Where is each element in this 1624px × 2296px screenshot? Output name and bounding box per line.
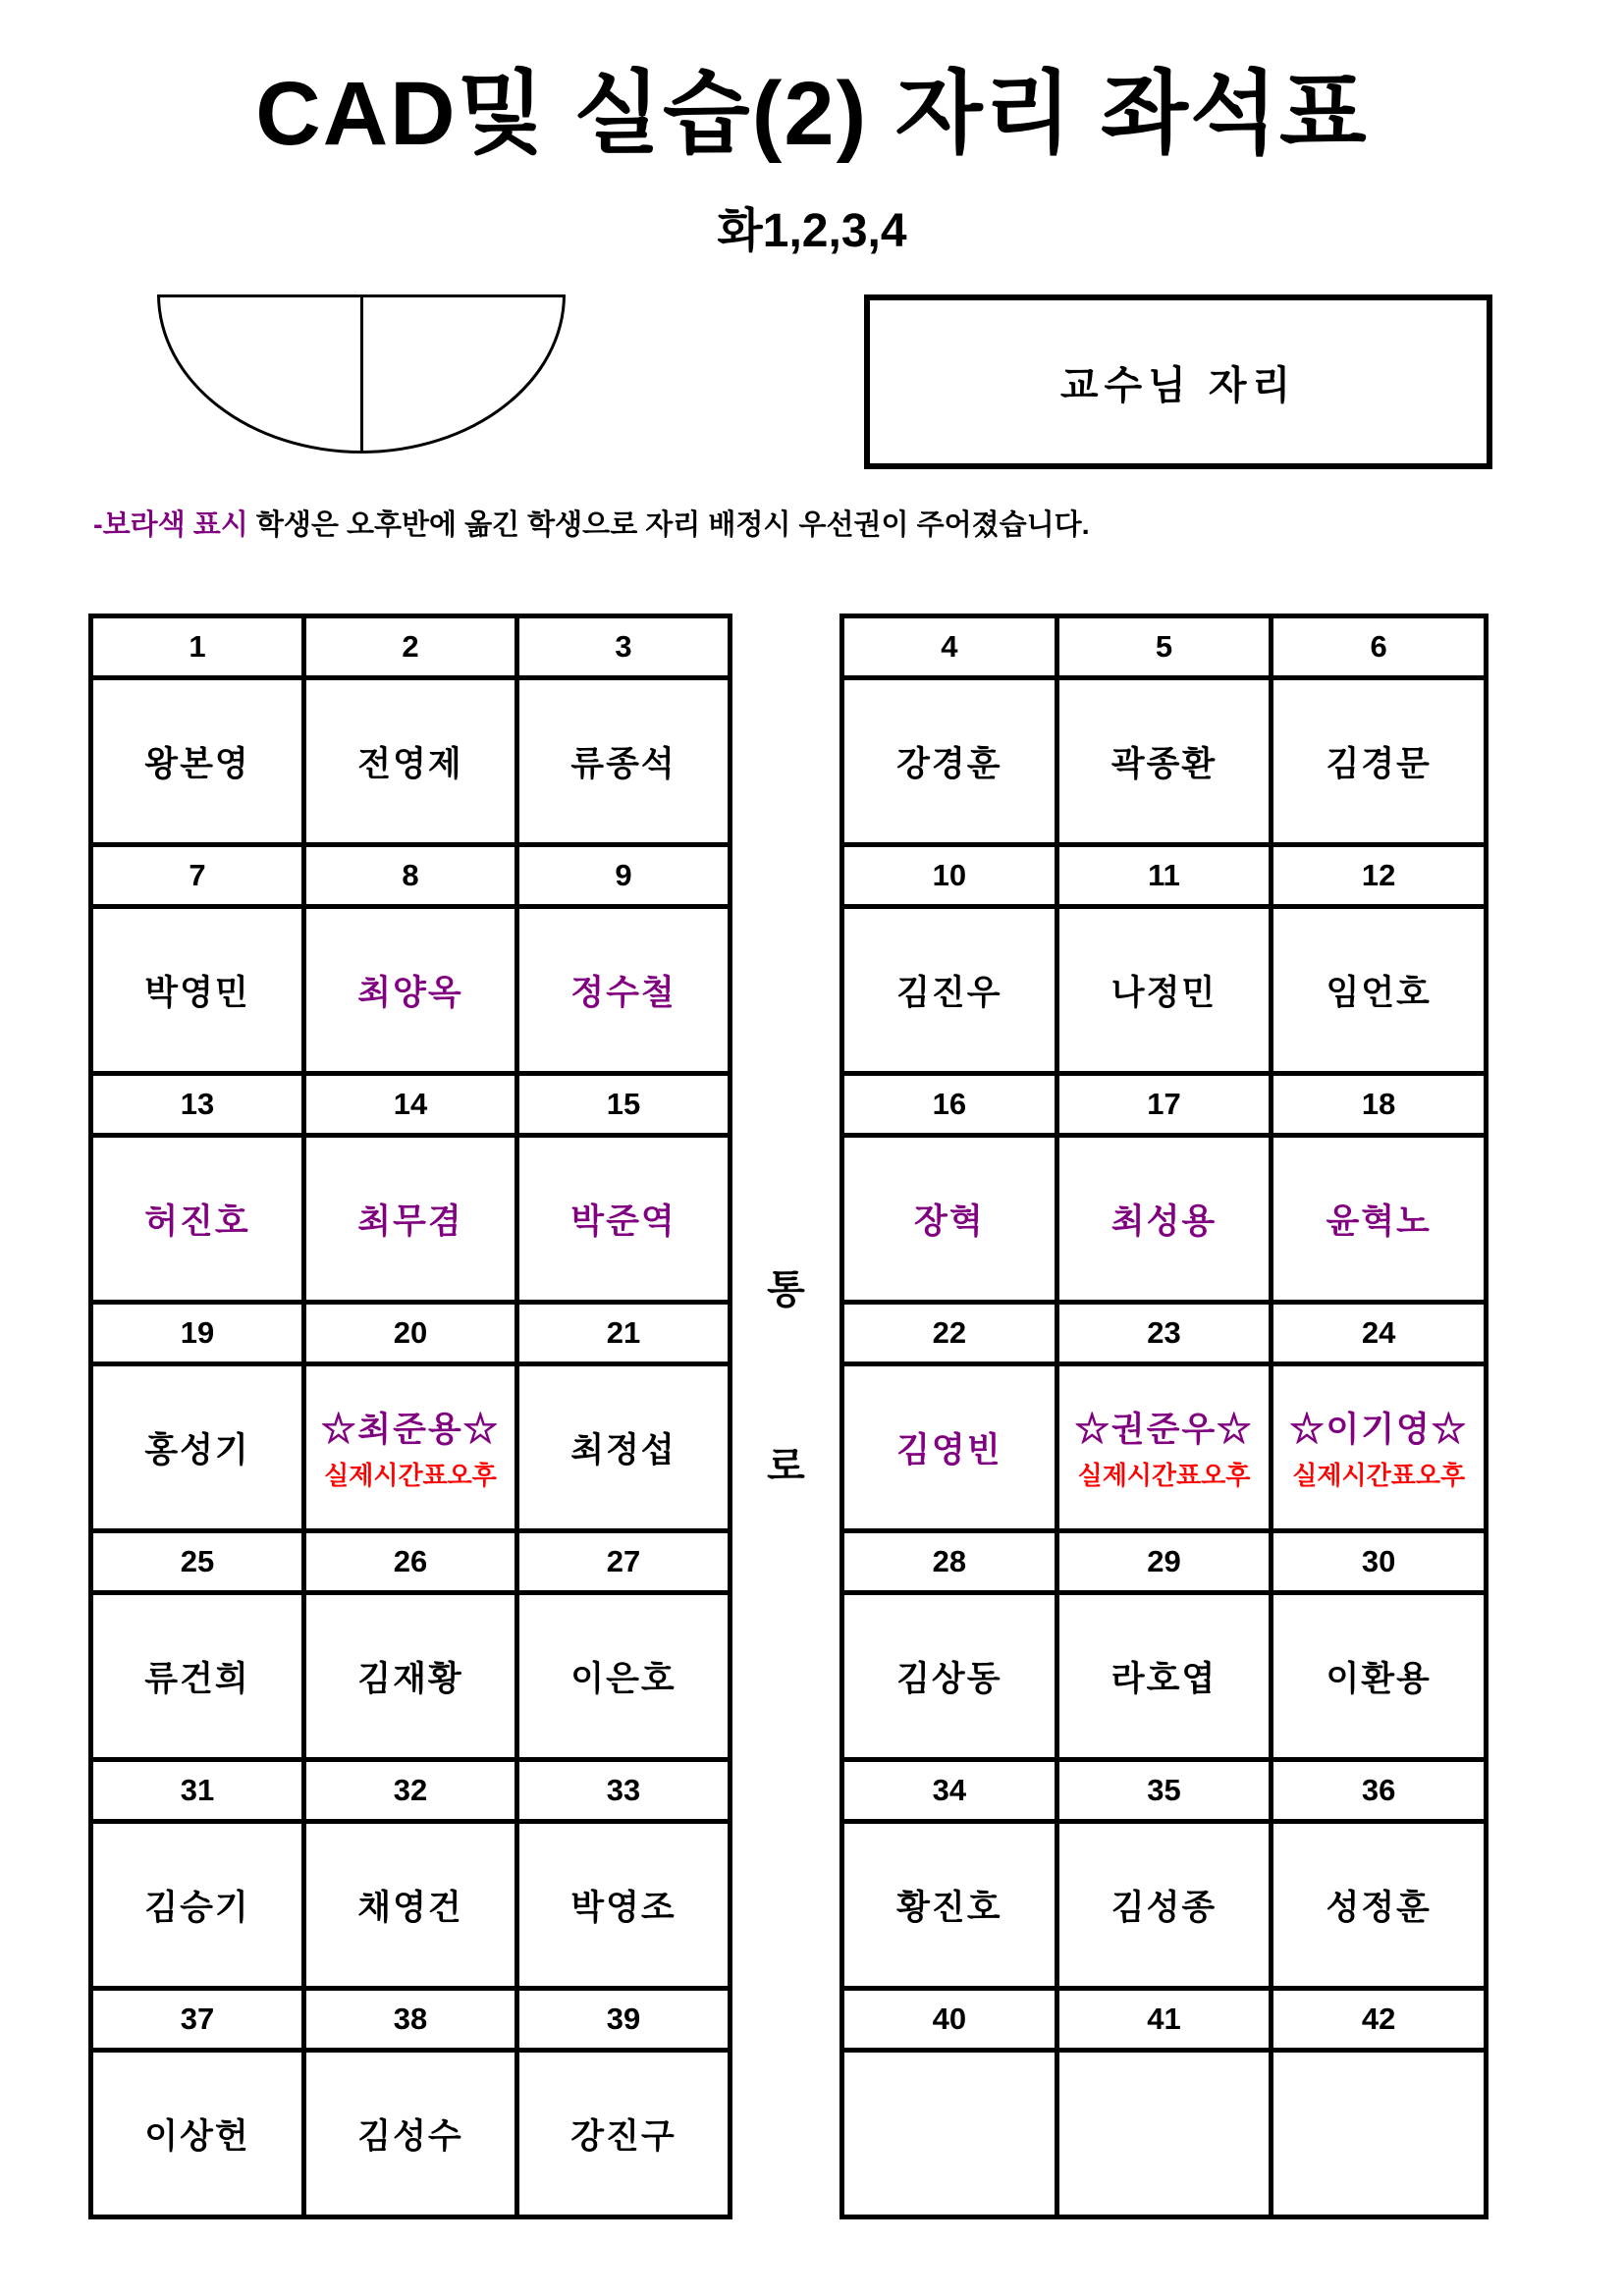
seat-name-row bbox=[91, 907, 731, 1074]
seat-cell bbox=[91, 2051, 304, 2217]
seat-cell bbox=[1056, 1136, 1272, 1303]
lectern-shape bbox=[157, 294, 566, 454]
seat-cell bbox=[517, 1364, 731, 1531]
student-name: 박영조 bbox=[570, 1888, 677, 1927]
seat-number-row bbox=[842, 1303, 1487, 1364]
student-name: 김영빈 bbox=[896, 1430, 1002, 1469]
student-name: 윤혁노 bbox=[1326, 1201, 1432, 1241]
seat-name-row bbox=[91, 1364, 731, 1531]
seat-cell bbox=[842, 1136, 1057, 1303]
student-name: 이환용 bbox=[1326, 1659, 1432, 1698]
seat-name-row bbox=[842, 1364, 1487, 1531]
professor-seat-label: 교수님 자리 bbox=[1059, 363, 1297, 407]
seat-name-row bbox=[842, 907, 1487, 1074]
seat-number-cell: 39 bbox=[517, 1989, 731, 2051]
seat-cell bbox=[1272, 678, 1487, 845]
seat-number-row bbox=[842, 1074, 1487, 1136]
seat-number-row bbox=[91, 1303, 731, 1364]
seat-sub-label: 실제시간표오후 bbox=[1077, 1461, 1251, 1490]
student-name: 전영제 bbox=[357, 744, 463, 783]
seat-cell bbox=[304, 1593, 517, 1760]
seat-cell bbox=[1056, 678, 1272, 845]
seat-cell bbox=[1272, 1364, 1487, 1531]
seat-number-cell: 15 bbox=[517, 1074, 731, 1136]
seat-number-row bbox=[91, 1074, 731, 1136]
seat-cell bbox=[304, 2051, 517, 2217]
seat-cell bbox=[842, 678, 1057, 845]
student-name: 홍성기 bbox=[144, 1430, 250, 1469]
seat-number-row bbox=[842, 616, 1487, 678]
seat-number-cell: 20 bbox=[304, 1303, 517, 1364]
seat-cell bbox=[1272, 1822, 1487, 1989]
page-subtitle: 화1,2,3,4 bbox=[717, 205, 907, 257]
seat-number-cell: 13 bbox=[91, 1074, 304, 1136]
seat-name-row bbox=[842, 2051, 1487, 2217]
student-name: 김성수 bbox=[357, 2116, 463, 2156]
seat-cell bbox=[304, 907, 517, 1074]
seat-number-cell: 29 bbox=[1056, 1531, 1272, 1593]
seat-number-cell: 33 bbox=[517, 1760, 731, 1822]
seat-number-cell: 19 bbox=[91, 1303, 304, 1364]
seat-name-row bbox=[91, 1593, 731, 1760]
seat-number-cell: 14 bbox=[304, 1074, 517, 1136]
seat-sub-label: 실제시간표오후 bbox=[324, 1461, 497, 1490]
seat-number-cell: 11 bbox=[1056, 845, 1272, 907]
seat-cell bbox=[91, 1364, 304, 1531]
note-body: 학생은 오후반에 옮긴 학생으로 자리 배정시 우선권이 주어졌습니다. bbox=[247, 509, 1090, 541]
seat-number-cell: 38 bbox=[304, 1989, 517, 2051]
seat-cell bbox=[91, 678, 304, 845]
seat-number-row bbox=[91, 1531, 731, 1593]
seat-cell bbox=[1272, 1593, 1487, 1760]
student-name: 정수철 bbox=[570, 973, 677, 1012]
student-name: 강진구 bbox=[570, 2116, 677, 2156]
student-name: 최성용 bbox=[1110, 1201, 1218, 1241]
seat-number-cell: 12 bbox=[1272, 845, 1487, 907]
seat-number-row bbox=[91, 1760, 731, 1822]
seat-number-cell: 4 bbox=[842, 616, 1057, 678]
seat-cell bbox=[91, 1136, 304, 1303]
aisle-label-top: 통 bbox=[767, 1268, 805, 1311]
seat-sub-label: 실제시간표오후 bbox=[1292, 1461, 1466, 1490]
seat-number-row bbox=[91, 845, 731, 907]
seat-number-cell: 9 bbox=[517, 845, 731, 907]
seat-number-cell: 37 bbox=[91, 1989, 304, 2051]
student-name: 채영건 bbox=[357, 1888, 463, 1927]
seat-name-row bbox=[91, 678, 731, 845]
student-name: 왕본영 bbox=[144, 744, 250, 783]
seat-name-row bbox=[91, 2051, 731, 2217]
seat-number-cell: 36 bbox=[1272, 1760, 1487, 1822]
seat-number-cell: 7 bbox=[91, 845, 304, 907]
seat-number-cell: 1 bbox=[91, 616, 304, 678]
seat-number-cell: 16 bbox=[842, 1074, 1057, 1136]
seat-cell bbox=[842, 907, 1057, 1074]
seat-name-row bbox=[842, 1593, 1487, 1760]
priority-note bbox=[93, 503, 1090, 543]
student-name: 류건희 bbox=[144, 1659, 250, 1698]
seat-number-cell: 41 bbox=[1056, 1989, 1272, 2051]
seat-number-cell: 34 bbox=[842, 1760, 1057, 1822]
student-name: 김재황 bbox=[357, 1659, 463, 1698]
seat-number-cell: 24 bbox=[1272, 1303, 1487, 1364]
student-name: 나정민 bbox=[1110, 973, 1218, 1012]
student-name: 이은호 bbox=[570, 1659, 677, 1698]
student-name: 박준역 bbox=[570, 1201, 677, 1241]
seat-cell bbox=[304, 1364, 517, 1531]
student-name: ☆최준용☆ bbox=[321, 1411, 500, 1449]
student-name: 라호엽 bbox=[1110, 1659, 1218, 1698]
page-title: CAD및 실습(2) 자리 좌석표 bbox=[255, 64, 1369, 164]
seat-number-cell: 31 bbox=[91, 1760, 304, 1822]
seat-cell bbox=[842, 1593, 1057, 1760]
student-name: ☆이기영☆ bbox=[1289, 1411, 1468, 1449]
seat-number-cell: 17 bbox=[1056, 1074, 1272, 1136]
seat-number-row bbox=[91, 1989, 731, 2051]
student-name: 성정훈 bbox=[1326, 1888, 1432, 1927]
student-name: 류종석 bbox=[570, 744, 677, 783]
seat-cell bbox=[517, 1136, 731, 1303]
seat-cell bbox=[842, 1822, 1057, 1989]
lectern-divider-line bbox=[360, 297, 363, 451]
seat-name-row bbox=[842, 1136, 1487, 1303]
student-name: 곽종환 bbox=[1110, 744, 1218, 783]
seat-number-cell: 3 bbox=[517, 616, 731, 678]
professor-seat-box bbox=[864, 294, 1492, 469]
student-name: 김진우 bbox=[896, 973, 1002, 1012]
seat-table-right-block bbox=[839, 614, 1489, 2219]
seat-number-cell: 26 bbox=[304, 1531, 517, 1593]
seat-name-row bbox=[842, 678, 1487, 845]
seat-number-cell: 40 bbox=[842, 1989, 1057, 2051]
student-name: 김승기 bbox=[144, 1888, 250, 1927]
student-name: 강경훈 bbox=[896, 744, 1002, 783]
seat-cell bbox=[517, 1822, 731, 1989]
seat-number-cell: 18 bbox=[1272, 1074, 1487, 1136]
seat-number-row bbox=[91, 616, 731, 678]
student-name: 허진호 bbox=[144, 1201, 250, 1241]
student-name: 김상동 bbox=[896, 1659, 1002, 1698]
seat-number-cell: 22 bbox=[842, 1303, 1057, 1364]
student-name: 박영민 bbox=[144, 973, 250, 1012]
aisle-label-bottom: 로 bbox=[767, 1445, 805, 1488]
seat-cell bbox=[91, 1822, 304, 1989]
seat-cell bbox=[304, 1136, 517, 1303]
seat-name-row bbox=[91, 1136, 731, 1303]
seat-number-cell: 21 bbox=[517, 1303, 731, 1364]
seat-cell bbox=[1272, 907, 1487, 1074]
seat-cell bbox=[91, 1593, 304, 1760]
student-name: ☆권준우☆ bbox=[1074, 1411, 1254, 1449]
seat-name-row bbox=[91, 1822, 731, 1989]
seat-number-row bbox=[842, 1531, 1487, 1593]
seat-number-cell: 2 bbox=[304, 616, 517, 678]
seat-number-cell: 27 bbox=[517, 1531, 731, 1593]
seat-number-cell: 30 bbox=[1272, 1531, 1487, 1593]
seat-number-row bbox=[842, 1989, 1487, 2051]
seat-cell bbox=[842, 2051, 1057, 2217]
seat-cell bbox=[517, 678, 731, 845]
seat-cell bbox=[304, 1822, 517, 1989]
student-name: 황진호 bbox=[896, 1888, 1002, 1927]
seat-cell bbox=[1056, 1593, 1272, 1760]
student-name: 이상헌 bbox=[144, 2116, 250, 2156]
seat-cell bbox=[1056, 2051, 1272, 2217]
student-name: 최정섭 bbox=[570, 1430, 677, 1469]
seat-number-row bbox=[842, 845, 1487, 907]
seat-number-cell: 32 bbox=[304, 1760, 517, 1822]
seat-cell bbox=[517, 1593, 731, 1760]
seat-number-cell: 5 bbox=[1056, 616, 1272, 678]
student-name: 임언호 bbox=[1326, 973, 1432, 1012]
seat-cell bbox=[1272, 1136, 1487, 1303]
seat-cell bbox=[517, 907, 731, 1074]
seat-table-left-block bbox=[88, 614, 732, 2219]
seat-number-cell: 25 bbox=[91, 1531, 304, 1593]
seat-number-cell: 28 bbox=[842, 1531, 1057, 1593]
seat-cell bbox=[1056, 907, 1272, 1074]
seat-cell bbox=[517, 2051, 731, 2217]
seat-number-cell: 6 bbox=[1272, 616, 1487, 678]
seat-number-cell: 42 bbox=[1272, 1989, 1487, 2051]
seat-cell bbox=[304, 678, 517, 845]
seat-number-cell: 8 bbox=[304, 845, 517, 907]
seat-cell bbox=[842, 1364, 1057, 1531]
student-name: 장혁 bbox=[914, 1201, 985, 1241]
seat-number-cell: 10 bbox=[842, 845, 1057, 907]
student-name: 최양옥 bbox=[357, 973, 463, 1012]
student-name: 최무겸 bbox=[357, 1201, 463, 1241]
student-name: 김성종 bbox=[1110, 1888, 1218, 1927]
seat-cell bbox=[1056, 1822, 1272, 1989]
seat-number-row bbox=[842, 1760, 1487, 1822]
seat-cell bbox=[1272, 2051, 1487, 2217]
seat-number-cell: 23 bbox=[1056, 1303, 1272, 1364]
seat-name-row bbox=[842, 1822, 1487, 1989]
seat-cell bbox=[1056, 1364, 1272, 1531]
note-highlight-purple: -보라색 표시 bbox=[93, 509, 248, 541]
seat-cell bbox=[91, 907, 304, 1074]
student-name: 김경문 bbox=[1326, 744, 1432, 783]
seat-number-cell: 35 bbox=[1056, 1760, 1272, 1822]
